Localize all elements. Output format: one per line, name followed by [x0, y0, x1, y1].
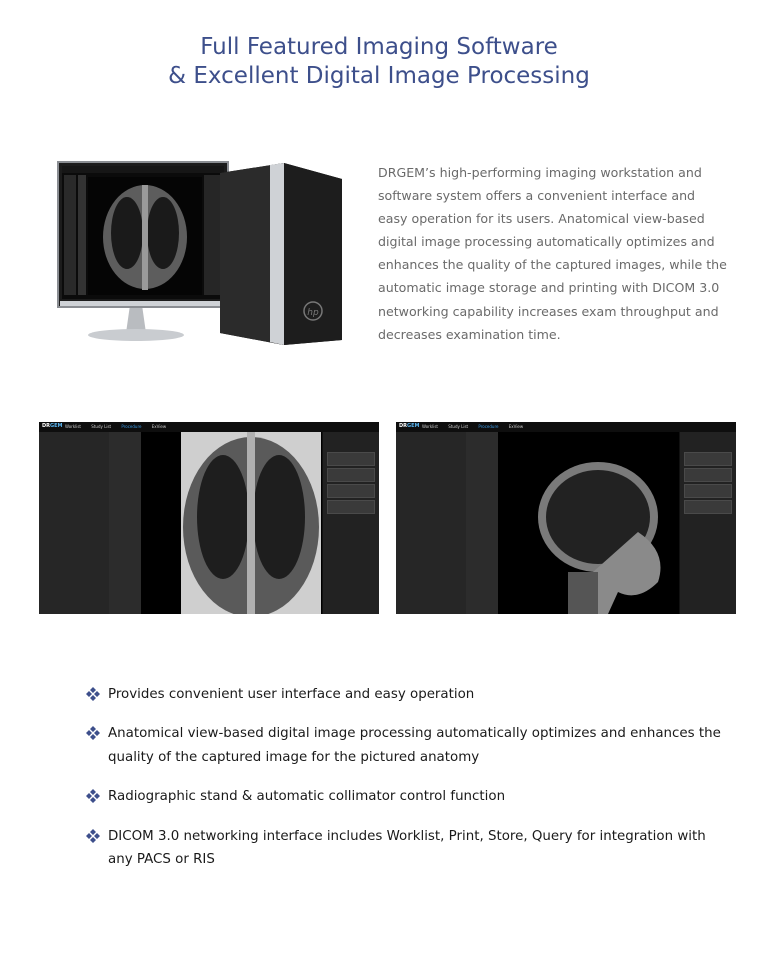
app-tabs — [422, 424, 532, 429]
screenshot-skull — [396, 422, 736, 614]
tab-procedure[interactable]: Procedure — [121, 424, 142, 429]
app-topbar — [39, 422, 379, 432]
feature-item: Radiographic stand & automatic collimator control function — [86, 785, 726, 808]
history-panel — [322, 432, 379, 614]
tool-column — [466, 432, 498, 614]
acquisition-panel — [39, 432, 110, 614]
tab-worklist[interactable]: Worklist — [65, 424, 82, 429]
tab-study-list[interactable]: Study List — [448, 424, 469, 429]
diamond-bullet-icon — [86, 789, 100, 803]
feature-item: Provides convenient user interface and easy operation — [86, 683, 726, 706]
feature-list — [86, 683, 726, 887]
tool-column — [109, 432, 141, 614]
app-topbar — [396, 422, 736, 432]
workstation-illustration — [52, 155, 352, 345]
screenshot-chest — [39, 422, 379, 614]
tab-study-list[interactable]: Study List — [91, 424, 112, 429]
svg-text:hp: hp — [307, 308, 319, 318]
app-tabs — [65, 424, 175, 429]
app-logo: DRGEM — [399, 423, 420, 429]
diamond-bullet-icon — [86, 829, 100, 843]
feature-item: Anatomical view-based digital image processing automatically optimizes and enhances the quality of the captured image for the pictured anatomy — [86, 722, 726, 769]
tab-procedure[interactable]: Procedure — [478, 424, 499, 429]
app-logo: DRGEM — [42, 423, 63, 429]
tab-exview[interactable]: ExView — [151, 424, 167, 429]
intro-paragraph: DRGEM’s high-performing imaging workstation and software system offers a convenient interface and easy operation for its users. Anatomical view-based digital image processing automatically optimizes and enhances the quality of the captured images, while the automatic image storage and printing with DICOM 3.0 networking capability increases exam throughput and decreases examination time. — [378, 165, 727, 342]
title-line-1: Full Featured Imaging Software — [200, 34, 558, 60]
title-line-2: & Excellent Digital Image Processing — [168, 63, 590, 89]
tab-worklist[interactable]: Worklist — [422, 424, 439, 429]
diamond-bullet-icon — [86, 687, 100, 701]
page-title — [0, 33, 758, 91]
history-panel — [679, 432, 736, 614]
diamond-bullet-icon — [86, 726, 100, 740]
feature-item: DICOM 3.0 networking interface includes Worklist, Print, Store, Query for integration with any PACS or RIS — [86, 825, 726, 872]
acquisition-panel — [396, 432, 467, 614]
tab-exview[interactable]: ExView — [508, 424, 524, 429]
